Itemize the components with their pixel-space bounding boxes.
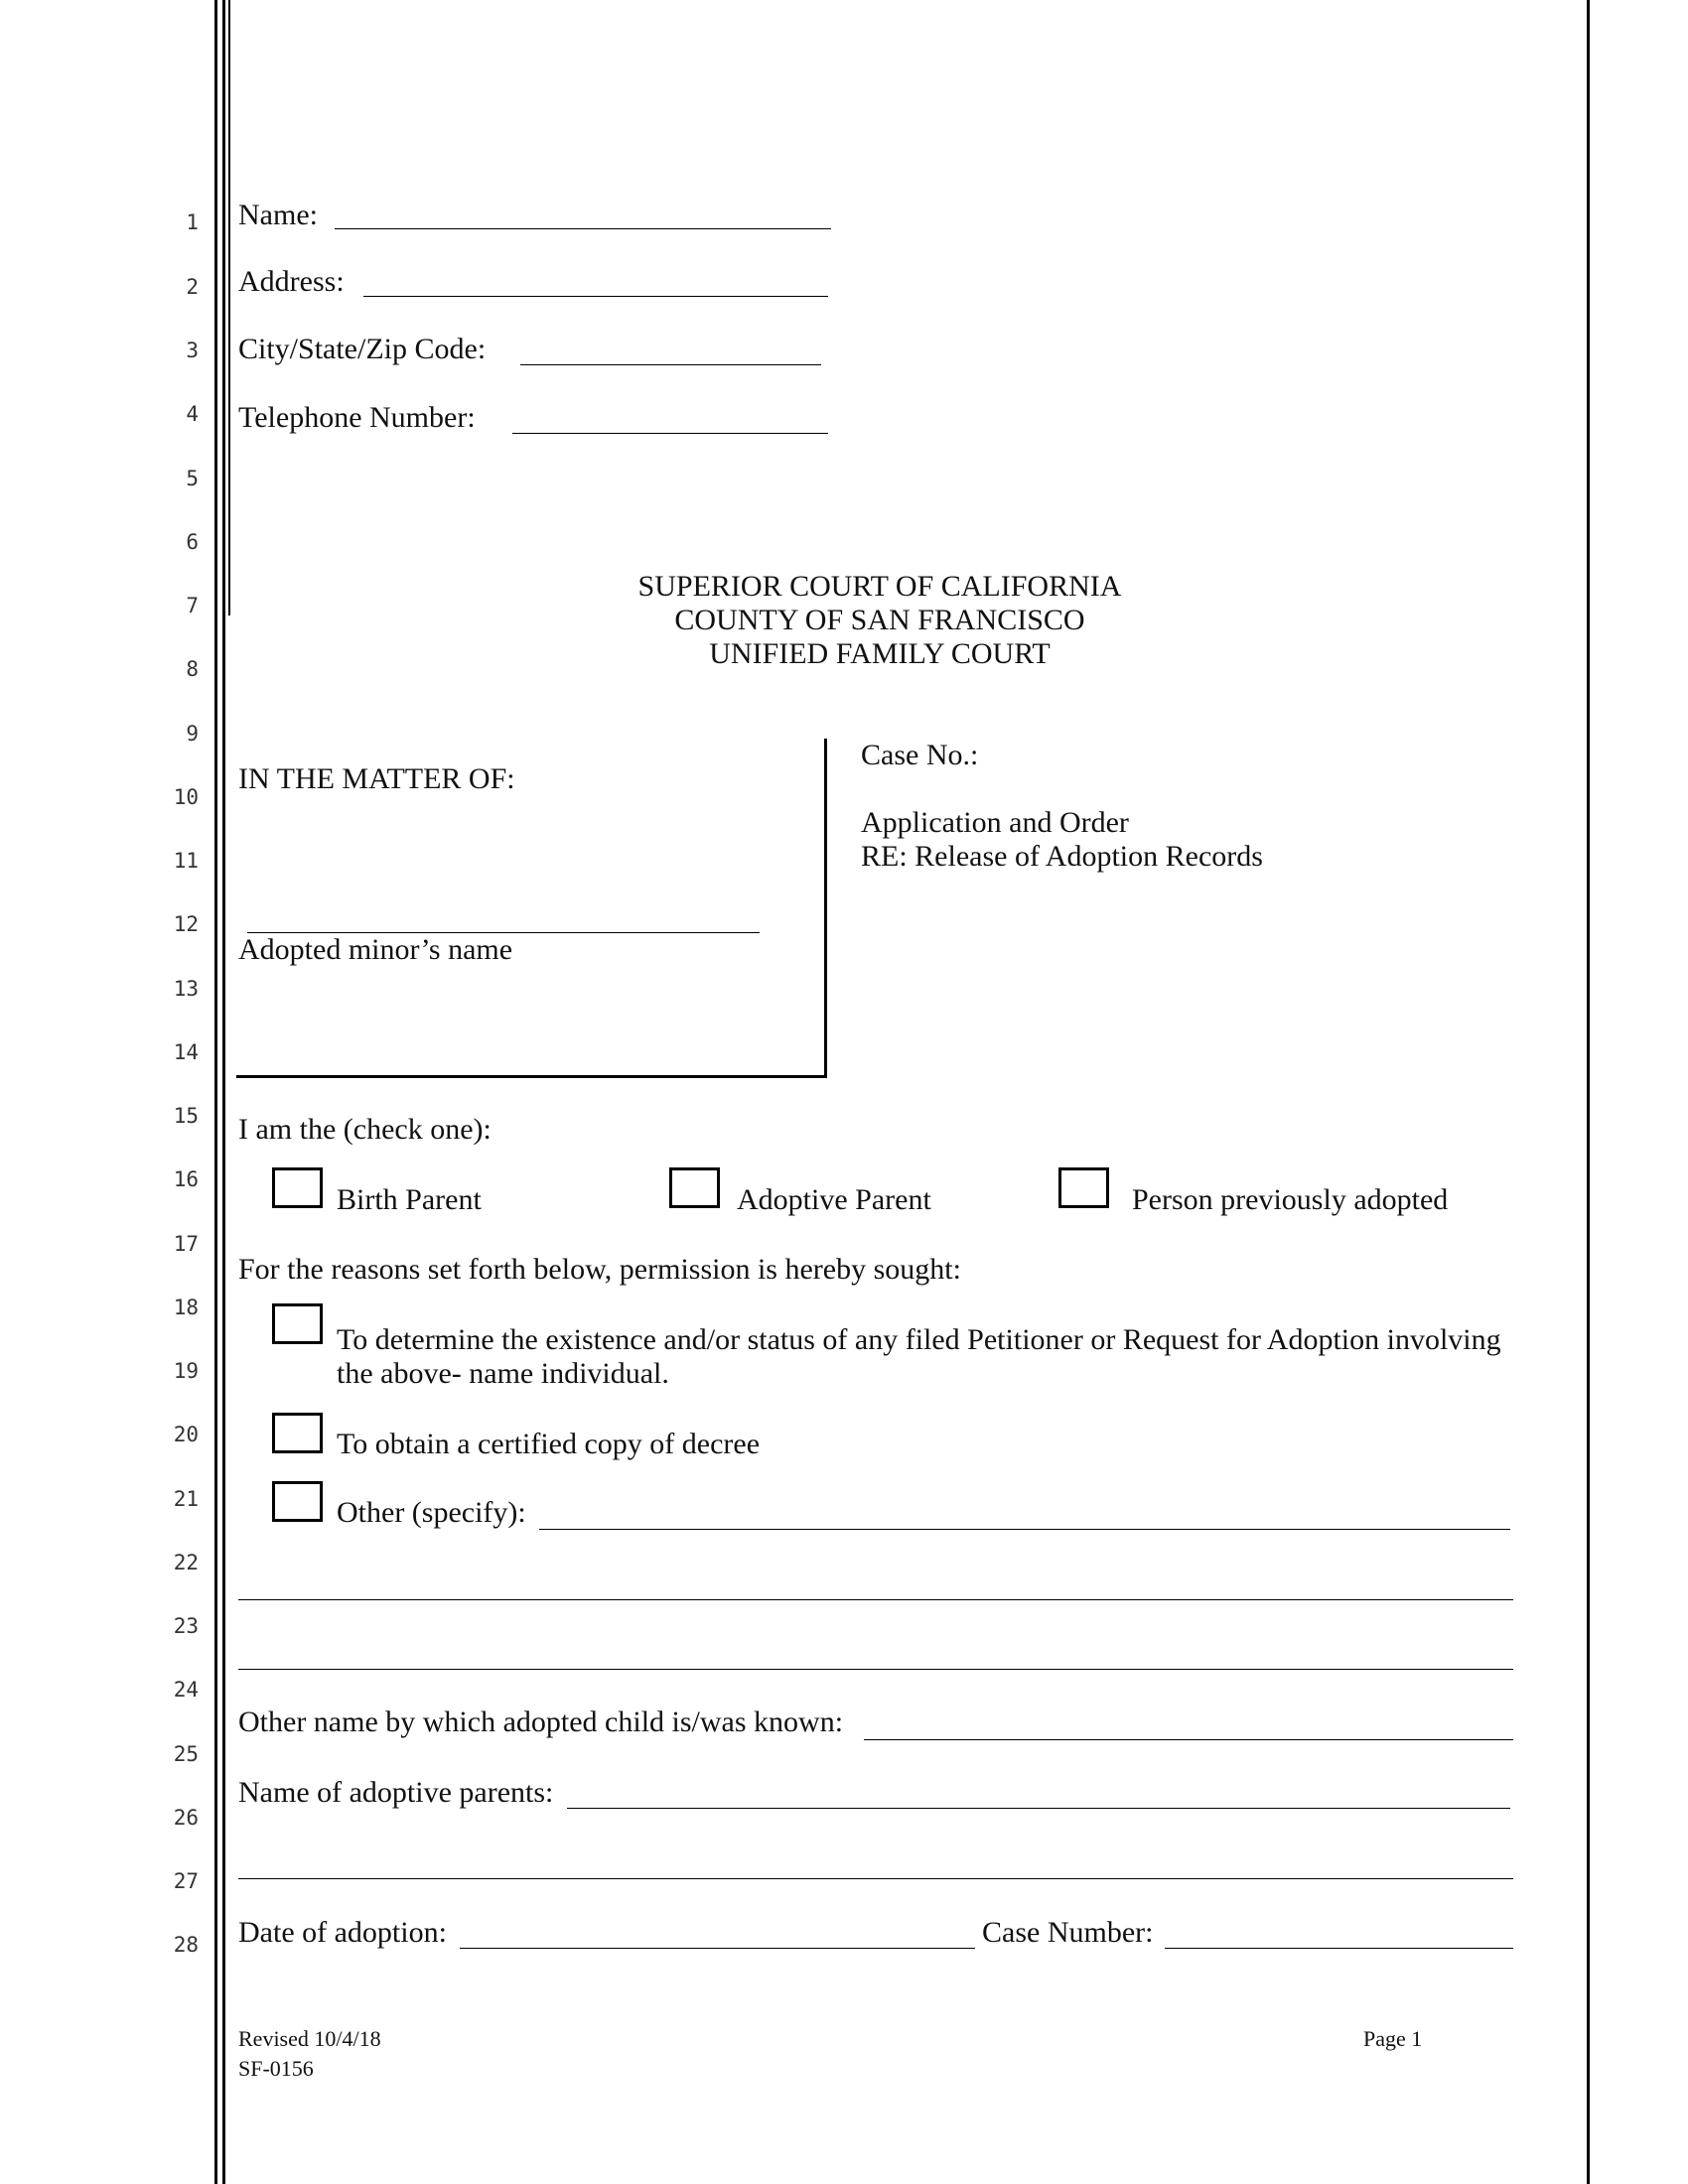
line-number: 14 [173,1040,199,1064]
date-of-adoption-label: Date of adoption: [238,1916,447,1949]
certified-copy-checkbox[interactable] [272,1413,323,1453]
line-number: 27 [173,1869,199,1893]
adoptive-parents-field[interactable] [567,1808,1510,1809]
line-number: 26 [173,1806,199,1830]
other-reason-continuation-1[interactable] [238,1599,1513,1600]
line-number: 25 [173,1742,199,1766]
person-previously-adopted-label: Person previously adopted [1132,1183,1449,1216]
adoptive-parents-continuation[interactable] [238,1878,1513,1879]
line-number: 18 [173,1296,199,1319]
city-state-zip-field[interactable] [520,364,821,365]
person-previously-adopted-checkbox[interactable] [1058,1167,1109,1208]
document-title-line-2: RE: Release of Adoption Records [861,840,1263,873]
line-number: 28 [173,1933,199,1957]
birth-parent-label: Birth Parent [337,1183,482,1216]
case-number-field[interactable] [1165,1948,1513,1949]
line-number: 3 [186,339,199,362]
name-field[interactable] [335,228,831,229]
address-label: Address: [238,265,345,298]
telephone-field[interactable] [512,433,828,434]
date-of-adoption-field[interactable] [460,1948,975,1949]
other-name-field[interactable] [864,1739,1513,1740]
left-margin-rule-inner [222,0,225,2184]
name-label: Name: [238,199,318,231]
document-title-line-1: Application and Order [861,806,1129,839]
line-number: 21 [173,1487,199,1511]
determine-existence-label-line-1: To determine the existence and/or status of any filed Petitioner or Request for Adoption involving [337,1323,1501,1356]
line-number: 9 [186,722,199,746]
line-number: 17 [173,1232,199,1256]
line-number: 20 [173,1423,199,1446]
adopted-minor-name-label: Adopted minor’s name [238,933,513,966]
other-name-label: Other name by which adopted child is/was known: [238,1706,844,1738]
line-number: 15 [173,1104,199,1128]
court-title-line-3: UNIFIED FAMILY COURT [709,637,1051,670]
line-number: 12 [173,912,199,936]
line-number: 23 [173,1614,199,1638]
line-number: 4 [186,402,199,426]
line-number: 7 [186,594,199,617]
line-number: 10 [173,785,199,809]
court-title-line-1: SUPERIOR COURT OF CALIFORNIA [637,570,1122,603]
line-number: 22 [173,1551,199,1574]
role-prompt: I am the (check one): [238,1113,492,1146]
address-field[interactable] [363,296,828,297]
reasons-prompt: For the reasons set forth below, permission is hereby sought: [238,1253,961,1286]
city-state-zip-label: City/State/Zip Code: [238,333,487,365]
left-margin-rule-short [228,0,230,615]
adoptive-parent-label: Adoptive Parent [737,1183,931,1216]
determine-existence-checkbox[interactable] [272,1303,323,1344]
adoptive-parents-label: Name of adoptive parents: [238,1776,554,1809]
telephone-label: Telephone Number: [238,401,476,434]
page-number: Page 1 [1363,2026,1423,2051]
right-margin-rule [1587,0,1590,2184]
other-reason-label: Other (specify): [337,1496,526,1529]
line-number: 1 [186,210,199,234]
adoptive-parent-checkbox[interactable] [669,1167,720,1208]
other-reason-continuation-2[interactable] [238,1669,1513,1670]
determine-existence-label-line-2: the above- name individual. [337,1357,669,1390]
caption-box-right-border [824,739,827,1078]
line-number: 11 [173,849,199,873]
other-reason-checkbox[interactable] [272,1481,323,1522]
line-number: 8 [186,657,199,681]
line-number: 13 [173,977,199,1001]
line-number: 5 [186,467,199,490]
line-number: 24 [173,1678,199,1702]
in-the-matter-of-label: IN THE MATTER OF: [238,762,515,795]
court-title-line-2: COUNTY OF SAN FRANCISCO [674,604,1085,636]
case-number-label: Case Number: [982,1916,1154,1949]
line-number: 19 [173,1359,199,1383]
left-margin-rule-outer [214,0,217,2184]
certified-copy-label: To obtain a certified copy of decree [337,1428,761,1460]
line-number: 16 [173,1167,199,1191]
revised-date: Revised 10/4/18 [238,2026,381,2051]
line-number: 2 [186,275,199,299]
other-reason-field[interactable] [539,1529,1510,1530]
form-id: SF-0156 [238,2056,314,2081]
birth-parent-checkbox[interactable] [272,1167,323,1208]
caption-box-bottom-border [236,1075,827,1078]
case-no-label: Case No.: [861,739,979,771]
line-number: 6 [186,530,199,554]
